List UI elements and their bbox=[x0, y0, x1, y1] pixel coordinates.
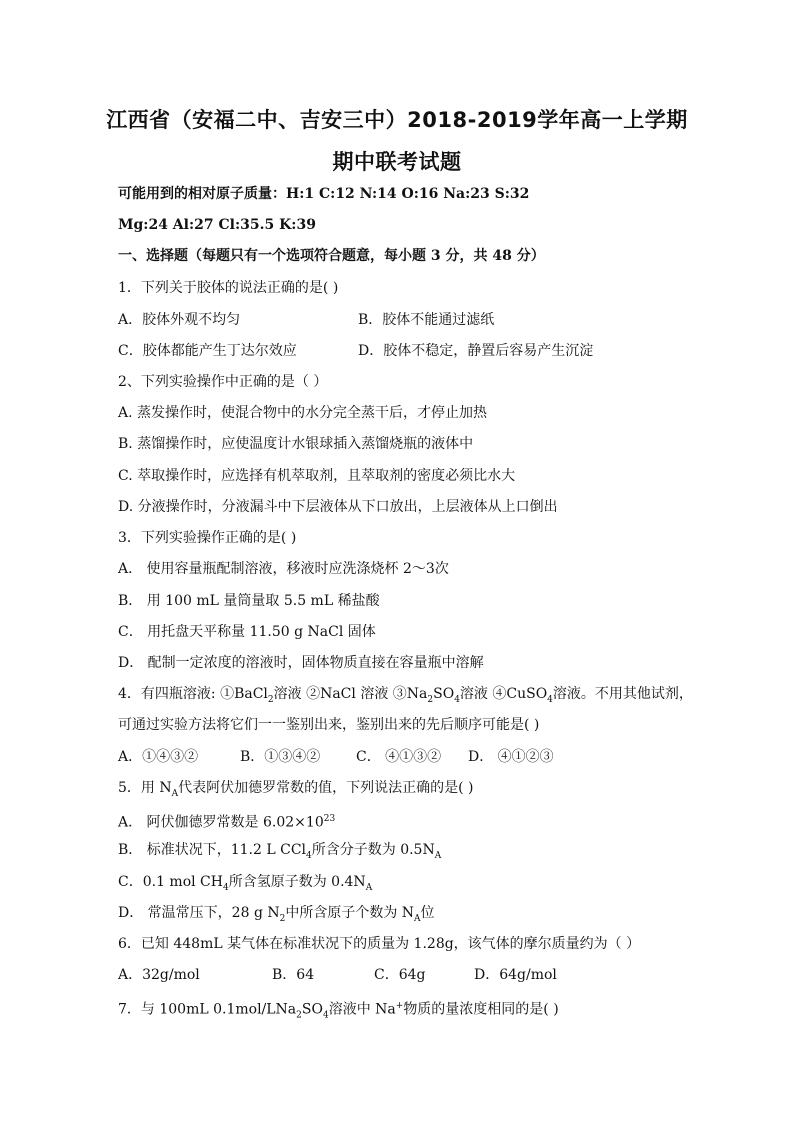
question-1-option-a: A．胶体外观不均匀 bbox=[118, 312, 241, 328]
question-2-stem: 2、下列实验操作中正确的是（ ） bbox=[118, 374, 328, 390]
question-3-option-b: B． 用 100 mL 量筒量取 5.5 mL 稀盐酸 bbox=[118, 593, 380, 609]
question-2-option-a: A. 蒸发操作时，使混合物中的水分完全蒸干后，才停止加热 bbox=[118, 405, 488, 421]
question-5-stem: 5．用 $N_A$代表阿伏加德罗常数的值，下列说法正确的是( ) bbox=[118, 780, 474, 799]
question-6-stem: 6．已知 448mL 某气体在标准状况下的质量为 1.28g，该气体的摩尔质量约为（ ） bbox=[118, 936, 641, 952]
question-6-option-a: A．32g/mol bbox=[118, 967, 200, 983]
atomic-mass-line-2: Mg:24 Al:27 Cl:35.5 K:39 bbox=[118, 217, 316, 233]
question-4-option-b: B．①③④② bbox=[240, 749, 321, 765]
question-5-option-b: B． 标准状况下，11.2 L CCl$_4$所含分子数为 $0.5N_A$ bbox=[118, 842, 442, 861]
question-3-stem: 3．下列实验操作正确的是( ) bbox=[118, 530, 297, 546]
question-5-option-c: C．0.1 mol $CH_4$所含氢原子数为 $0.4N_A$ bbox=[118, 874, 373, 893]
question-6-option-b: B．64 bbox=[272, 967, 315, 983]
document-title: 江西省（安福二中、吉安三中）2018-2019学年高一上学期 bbox=[106, 108, 688, 132]
question-4-option-d: D． ④①②③ bbox=[468, 749, 554, 765]
question-4-option-a: A．①④③② bbox=[118, 749, 199, 765]
atomic-mass-line-1: 可能用到的相对原子质量：H:1 C:12 N:14 O:16 Na:23 S:32 bbox=[118, 186, 530, 202]
question-2-option-c: C. 萃取操作时，应选择有机萃取剂，且萃取剂的密度必须比水大 bbox=[118, 468, 516, 484]
question-4-stem-line-2: 可通过实验方法将它们一一鉴别出来，鉴别出来的先后顺序可能是( ) bbox=[118, 717, 540, 733]
question-1-stem: 1．下列关于胶体的说法正确的是( ) bbox=[118, 280, 339, 296]
question-6-option-d: D．64g/mol bbox=[474, 967, 557, 983]
question-6-option-c: C．64g bbox=[374, 967, 426, 983]
question-1-option-b: B．胶体不能通过滤纸 bbox=[358, 312, 495, 328]
question-3-option-d: D． 配制一定浓度的溶液时，固体物质直接在容量瓶中溶解 bbox=[118, 655, 484, 671]
question-2-option-b: B. 蒸馏操作时，应使温度计水银球插入蒸馏烧瓶的液体中 bbox=[118, 436, 474, 452]
question-2-option-d: D. 分液操作时，分液漏斗中下层液体从下口放出，上层液体从上口倒出 bbox=[118, 499, 558, 515]
document-subtitle: 期中联考试题 bbox=[332, 150, 462, 174]
question-4-option-c: C． ④①③② bbox=[356, 749, 442, 765]
question-7-stem: 7．与 100mL $0.1mol/LNa_2SO_4$溶液中 Na+物质的量浓度相同的是( ) bbox=[118, 1001, 559, 1021]
question-3-option-a: A． 使用容量瓶配制溶液，移液时应洗涤烧杯 2～3次 bbox=[118, 561, 449, 577]
question-5-option-a: A． 阿伏伽德罗常数是 $6.02\times 10^{23}$ bbox=[118, 814, 336, 831]
question-1-option-d: D．胶体不稳定，静置后容易产生沉淀 bbox=[358, 343, 594, 359]
question-4-stem: 4．有四瓶溶液: ①BaCl$_2$溶液 ②NaCl 溶液 $③Na_2SO_4$溶液 ④CuSO$_4$溶液。不用其他试剂， bbox=[118, 686, 693, 705]
question-3-option-c: C． 用托盘天平称量 11.50 g NaCl 固体 bbox=[118, 624, 376, 640]
question-5-option-d: D． 常温常压下，28 g $N_2$中所含原子个数为 $N_A$位 bbox=[118, 905, 435, 924]
section-heading: 一、选择题（每题只有一个选项符合题意，每小题 3 分，共 48 分） bbox=[118, 248, 545, 264]
question-1-option-c: C．胶体都能产生丁达尔效应 bbox=[118, 343, 297, 359]
